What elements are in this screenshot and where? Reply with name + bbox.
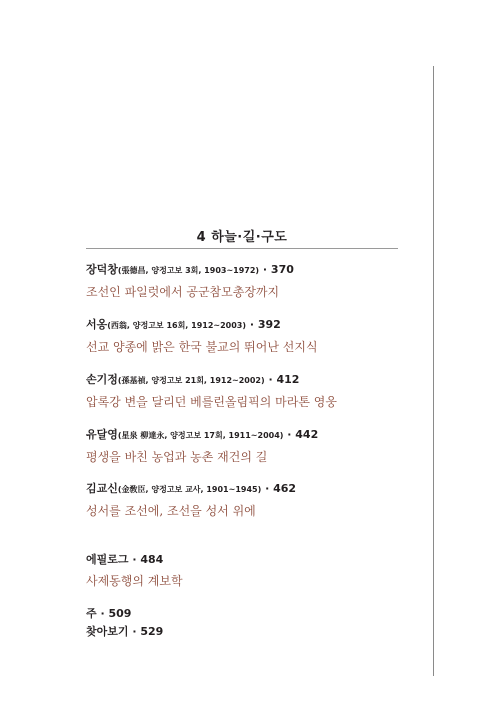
notes-entry[interactable] <box>86 607 131 621</box>
toc-entry[interactable] <box>86 373 416 410</box>
entry-page: · 442 <box>283 428 319 441</box>
entry-page: · 392 <box>246 318 281 331</box>
entry-name: 김교신 <box>86 482 118 495</box>
entry-subtitle: 평생을 바친 농업과 농촌 재건의 길 <box>86 450 268 464</box>
entry-page: · 412 <box>264 373 300 386</box>
entry-page: · 462 <box>261 482 297 495</box>
entry-note: (孫基禎, 양정고보 21회, 1912~2002) <box>117 376 265 385</box>
entry-note: (張德昌, 양정고보 3회, 1903~1972) <box>117 266 260 275</box>
entry-name: 유달영 <box>86 428 118 441</box>
index-label: 찾아보기 <box>86 625 129 638</box>
entry-heading <box>86 428 416 443</box>
entry-subtitle: 압록강 변을 달리던 베를린올림픽의 마라톤 영웅 <box>86 395 337 409</box>
entry-heading <box>86 263 416 278</box>
epilogue-entry[interactable] <box>86 553 416 589</box>
entry-note: (星泉 柳達永, 양정고보 17회, 1911~2004) <box>117 431 284 440</box>
entry-subtitle: 선교 양종에 밝은 한국 불교의 뛰어난 선지식 <box>86 340 318 354</box>
entry-heading <box>86 373 416 388</box>
entry-page: · 370 <box>259 263 294 276</box>
toc-entry[interactable] <box>86 428 416 465</box>
entry-note: (金敎臣, 양정고보 교사, 1901~1945) <box>117 485 262 494</box>
part-title-rule <box>86 248 398 249</box>
epilogue-subtitle: 사제동행의 계보학 <box>86 574 183 588</box>
entry-subtitle: 성서를 조선에, 조선을 성서 위에 <box>86 504 256 518</box>
entry-heading <box>86 482 416 497</box>
entry-subtitle: 조선인 파일럿에서 공군참모총장까지 <box>86 285 280 299</box>
entry-name: 손기정 <box>86 373 118 386</box>
entry-note: (西翁, 양정고보 16회, 1912~2003) <box>107 321 247 330</box>
epilogue-label: 에필로그 <box>86 553 129 566</box>
part-title: 4 하늘·길·구도 <box>196 230 288 245</box>
entry-heading <box>86 318 416 333</box>
toc-entry[interactable] <box>86 318 416 355</box>
page-divider-line <box>433 66 434 676</box>
toc-entry[interactable] <box>86 482 416 519</box>
notes-label: 주 <box>86 607 97 620</box>
epilogue-page: · 484 <box>128 553 164 566</box>
index-entry[interactable] <box>86 625 163 639</box>
epilogue-heading <box>86 553 416 567</box>
toc-entry[interactable] <box>86 263 416 300</box>
entry-name: 장덕창 <box>86 263 118 276</box>
entry-name: 서옹 <box>86 318 108 331</box>
index-page: · 529 <box>128 625 164 638</box>
notes-page: · 509 <box>96 607 132 620</box>
